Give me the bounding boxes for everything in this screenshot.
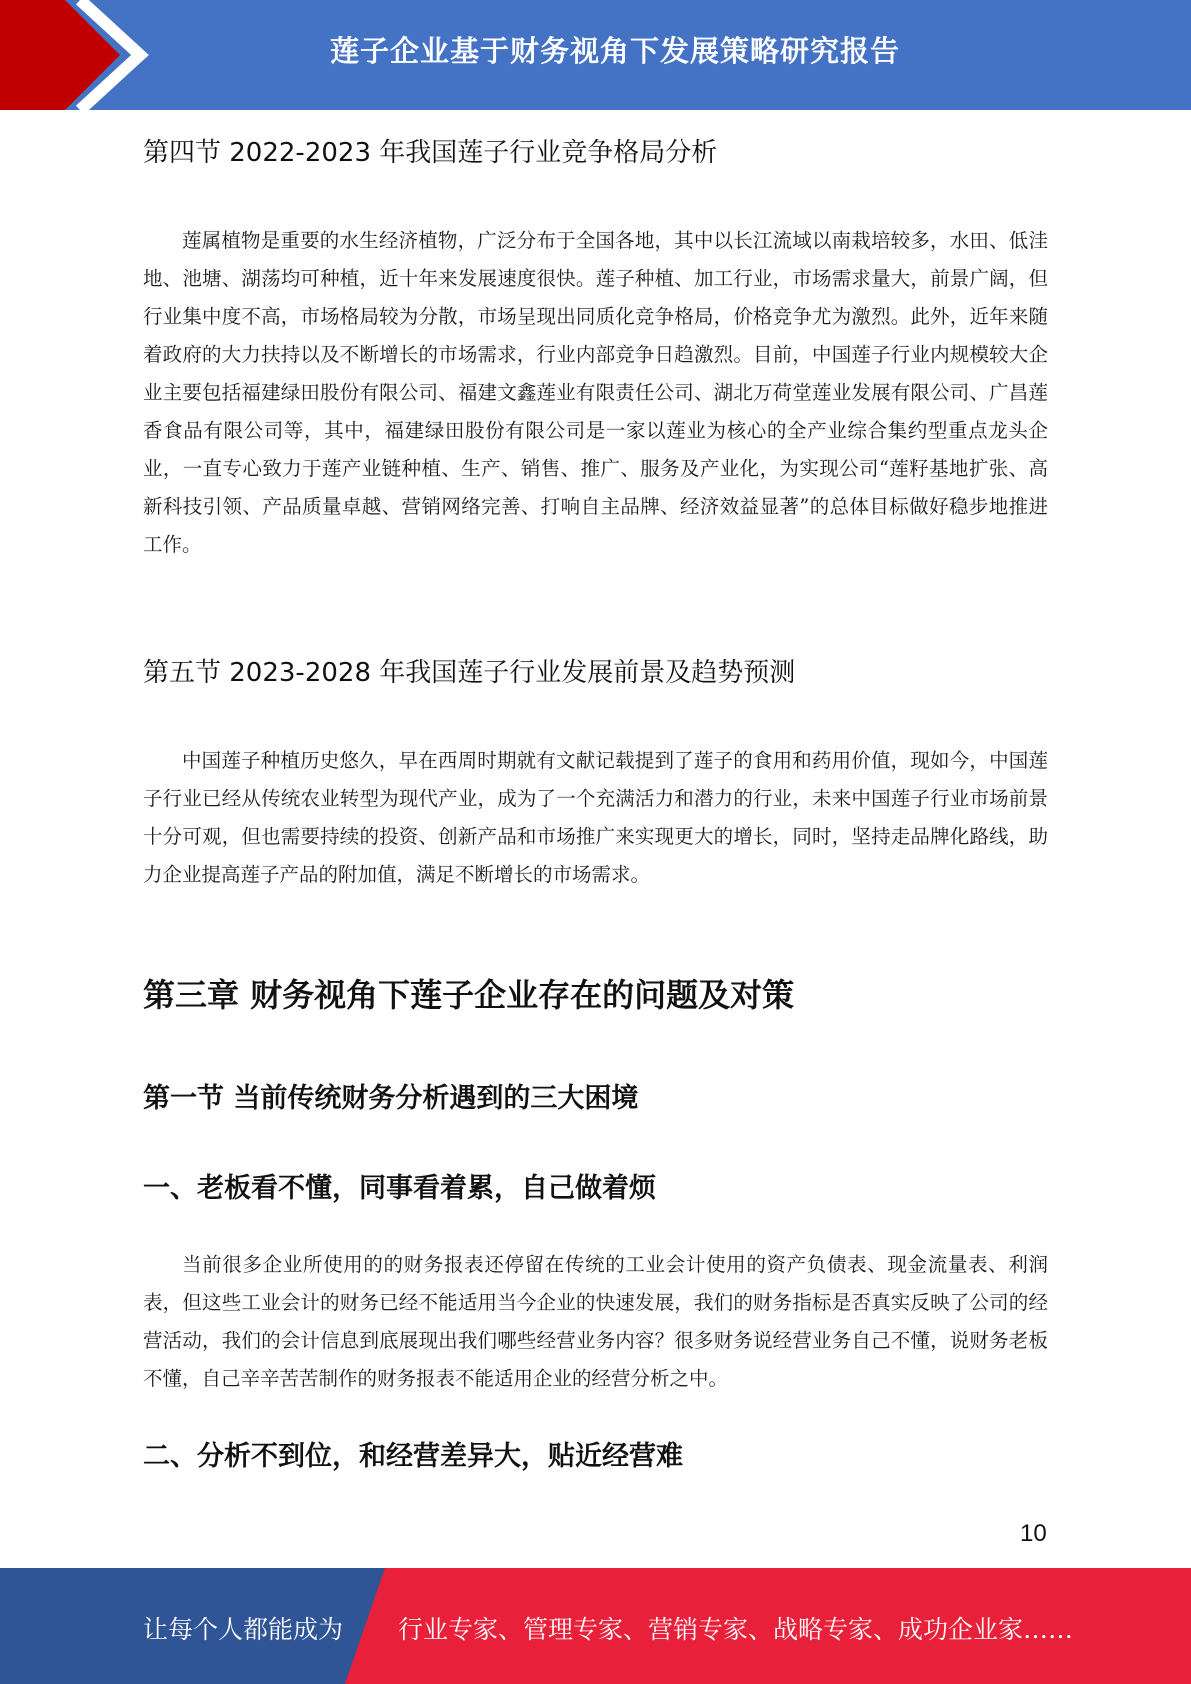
section-4-paragraph: 莲属植物是重要的水生经济植物，广泛分布于全国各地，其中以长江流域以南栽培较多，水田、低洼地、池塘、湖荡均可种植，近十年来发展速度很快。莲子种植、加工行业，市场需求量大，前景广阔，但行业集中度不高，市场格局较为分散，市场呈现出同质化竞争格局，价格竞争尤为激烈。此外，近年来随着政府的大力扶持以及不断增长的市场需求，行业内部竞争日趋激烈。目前，中国莲子行业内规模较大企业主要包括福建绿田股份有限公司、福建文鑫莲业有限责任公司、湖北万荷堂莲业发展有限公司、广昌莲香食品有限公司等，其中，福建绿田股份有限公司是一家以莲业为核心的全产业综合集约型重点龙头企业，一直专心致力于莲产业链种植、生产、销售、推广、服务及产业化，为实现公司“莲籽基地扩张、高新科技引领、产品质量卓越、营销网络完善、打响自主品牌、经济效益显著”的总体目标做好稳步地推进工作。 — [143, 229, 1048, 556]
chapter-3-section-1-heading: 第一节 当前传统财务分析遇到的三大困境 — [143, 1083, 639, 1114]
section-5-paragraph: 中国莲子种植历史悠久，早在西周时期就有文献记载提到了莲子的食用和药用价值，现如今，中国莲子行业已经从传统农业转型为现代产业，成为了一个充满活力和潜力的行业，未来中国莲子行业市场前景十分可观，但也需要持续的投资、创新产品和市场推广来实现更大的增长，同时，坚持走品牌化路线，助力企业提高莲子产品的附加值，满足不断增长的市场需求。 — [143, 749, 1048, 886]
page-number: 10 — [1020, 1520, 1047, 1547]
section-4-heading: 第四节 2022-2023 年我国莲子行业竞争格局分析 — [143, 138, 718, 168]
point-1-heading: 一、老板看不懂，同事看着累，自己做着烦 — [143, 1173, 656, 1204]
chapter-3-heading: 第三章 财务视角下莲子企业存在的问题及对策 — [143, 976, 795, 1014]
point-2-heading: 二、分析不到位，和经营差异大，贴近经营难 — [143, 1441, 683, 1472]
point-1-paragraph: 当前很多企业所使用的的财务报表还停留在传统的工业会计使用的资产负债表、现金流量表、利润表，但这些工业会计的财务已经不能适用当今企业的快速发展，我们的财务指标是否真实反映了公司的经营活动，我们的会计信息到底展现出我们哪些经营业务内容？很多财务说经营业务自己不懂，说财务老板不懂，自己辛辛苦苦制作的财务报表不能适用企业的经营分析之中。 — [143, 1253, 1048, 1390]
footer-slogan-right: 行业专家、管理专家、营销专家、战略专家、成功企业家…… — [398, 1615, 1074, 1644]
section-5-heading: 第五节 2023-2028 年我国莲子行业发展前景及趋势预测 — [143, 658, 796, 688]
page-header — [0, 0, 1191, 110]
page-footer — [0, 1568, 1191, 1684]
footer-slogan-left: 让每个人都能成为 — [143, 1615, 344, 1644]
report-title: 莲子企业基于财务视角下发展策略研究报告 — [330, 34, 901, 68]
